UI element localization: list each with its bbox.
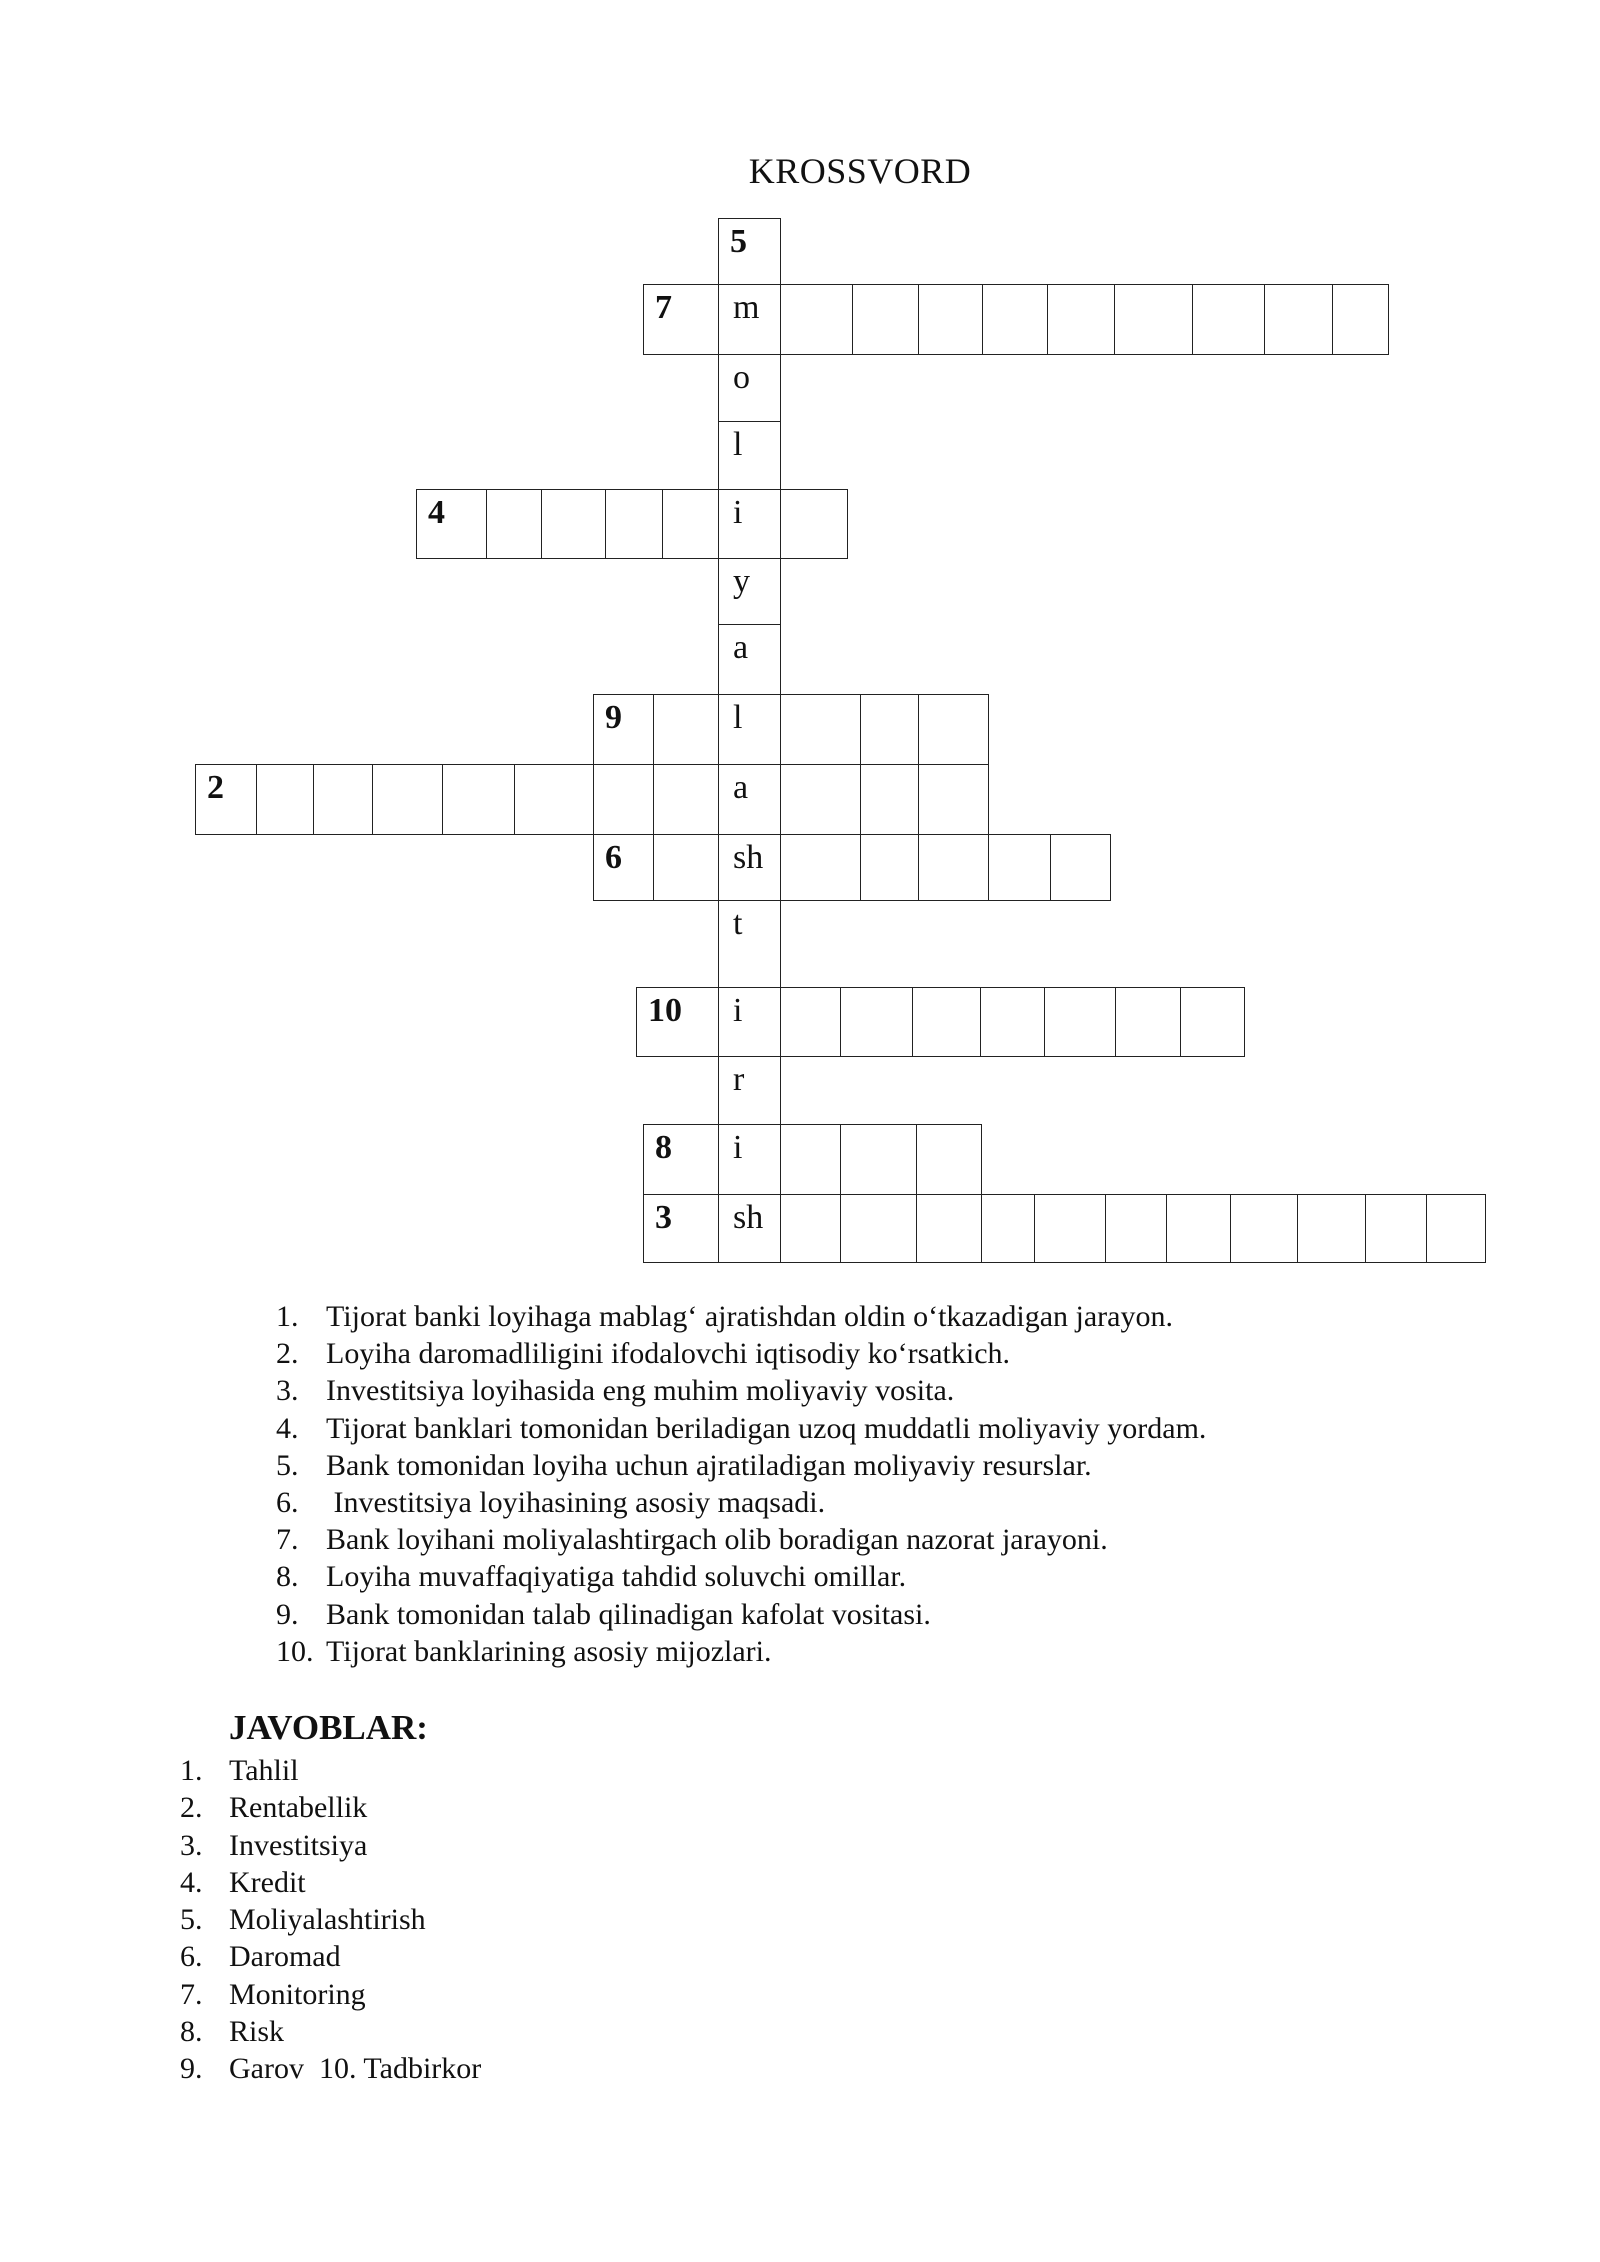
crossword-cell [860,694,919,765]
letter-cell [718,1056,781,1125]
clue-number: 2 [207,769,224,806]
clue-number: 10 [648,992,682,1029]
crossword-cell [916,1194,982,1263]
crossword-cell [1115,987,1181,1057]
clue-item: 10. Tijorat banklarining asosiy mijozlari. [276,1634,772,1668]
page-title: KROSSVORD [748,151,972,191]
crossword-cell [372,764,443,835]
letter-cell [718,558,781,625]
cell-letter: r [733,1061,745,1098]
clue-item: 4. Tijorat banklari tomonidan beriladigan uzoq muddatli moliyaviy yordam. [276,1411,1207,1445]
crossword-cell [780,834,861,901]
crossword-cell [1114,284,1193,355]
crossword-cell [780,489,848,559]
letter-cell [718,834,781,901]
cell-letter: i [733,992,743,1029]
crossword-cell [593,694,654,765]
cell-letter: a [733,769,749,806]
crossword-cell [1264,284,1333,355]
clue-number: 9 [605,699,622,736]
answer-item: 6. Daromad [180,1940,341,1974]
letter-cell [718,421,781,490]
clue-number-cell [718,218,781,285]
clue-item: 9. Bank tomonidan talab qilinadigan kafolat vositasi. [276,1597,931,1631]
crossword-cell [1044,987,1116,1057]
cell-letter: i [733,494,743,531]
crossword-cell [860,834,919,901]
crossword-cell [643,284,719,355]
crossword-cell [840,987,913,1057]
crossword-cell [1047,284,1115,355]
crossword-cell [416,489,487,559]
crossword-cell [988,834,1051,901]
crossword-cell [1230,1194,1298,1263]
crossword-cell [1034,1194,1106,1263]
letter-cell [718,900,781,988]
crossword-cell [1050,834,1111,901]
crossword-cell [195,764,257,835]
cell-letter: y [733,563,750,600]
crossword-cell [1180,987,1245,1057]
cell-letter: a [733,629,749,666]
letter-cell [718,1194,781,1263]
answer-item: 9. Garov 10. Tadbirkor [180,2052,482,2086]
letter-cell [718,764,781,835]
clue-number: 7 [655,289,672,326]
clue-number: 6 [605,839,622,876]
answer-item: 4. Kredit [180,1865,306,1899]
clue-number: 3 [655,1199,672,1236]
clue-list [276,1298,1206,1670]
cell-letter: t [733,905,743,942]
crossword-cell [593,834,654,901]
crossword-cell [313,764,373,835]
crossword-cell [653,694,719,765]
crossword-cell [653,764,719,835]
clue-item: 7. Bank loyihani moliyalashtirgach olib boradigan nazorat jarayoni. [276,1523,1108,1557]
crossword-cell [653,834,719,901]
clue-number: 5 [730,223,747,260]
crossword-cell [1426,1194,1486,1263]
clue-item: 8. Loyiha muvaffaqiyatiga tahdid soluvchi omillar. [276,1560,907,1594]
clue-number: 4 [428,494,445,531]
crossword-cell [1192,284,1265,355]
answer-item: 1. Tahlil [180,1754,299,1787]
crossword-cell [636,987,719,1057]
crossword-cell [593,764,654,835]
cell-letter: m [733,289,760,326]
answers-heading: JAVOBLAR: [229,1708,428,1747]
crossword-cell [486,489,542,559]
crossword-cell [912,987,981,1057]
answer-item: 8. Risk [180,2015,285,2049]
crossword-cell [643,1194,719,1263]
crossword-cell [514,764,594,835]
cell-letter: o [733,359,750,396]
crossword-cell [981,1194,1035,1263]
answer-item: 3. Investitsiya [180,1828,368,1862]
letter-cell [718,489,781,559]
crossword-cell [918,284,983,355]
answer-item: 2. Rentabellik [180,1791,368,1825]
crossword-cell [860,764,919,835]
crossword-cell [980,987,1045,1057]
crossword-cell [662,489,719,559]
letter-cell [718,284,781,355]
clue-number: 8 [655,1129,672,1166]
crossword-cell [780,694,861,765]
answer-list [180,1752,481,2088]
letter-cell [718,1124,781,1195]
letter-cell [718,987,781,1057]
crossword-cell [918,694,989,765]
clue-item: 1. Tijorat banki loyihaga mablag‘ ajratishdan oldin o‘tkazadigan jarayon. [276,1300,1173,1333]
crossword-cell [852,284,919,355]
letter-cell [718,694,781,765]
clue-item: 3. Investitsiya loyihasida eng muhim moliyaviy vosita. [276,1374,955,1408]
crossword-cell [1166,1194,1231,1263]
crossword-cell [643,1124,719,1195]
letter-cell [718,354,781,422]
crossword-cell [605,489,663,559]
crossword-cell [1365,1194,1427,1263]
crossword-cell [1105,1194,1167,1263]
crossword-cell [982,284,1048,355]
crossword-cell [840,1124,917,1195]
cell-letter: l [733,426,743,463]
crossword-cell [840,1194,917,1263]
answer-item: 5. Moliyalashtirish [180,1903,426,1937]
letter-cell [718,624,781,695]
clue-item: 2. Loyiha daromadliligini ifodalovchi iqtisodiy ko‘rsatkich. [276,1337,1011,1371]
answer-item: 7. Monitoring [180,1977,366,2011]
crossword-cell [1332,284,1389,355]
crossword-cell [256,764,314,835]
crossword-cell [916,1124,982,1195]
crossword-cell [541,489,606,559]
crossword-cell [780,987,841,1057]
crossword-cell [780,764,861,835]
clue-item: 6. Investitsiya loyihasining asosiy maqsadi. [276,1486,826,1520]
cell-letter: sh [733,839,764,876]
crossword-cell [780,1194,841,1263]
clue-item: 5. Bank tomonidan loyiha uchun ajratiladigan moliyaviy resurslar. [276,1448,1092,1482]
crossword-cell [1297,1194,1366,1263]
crossword-cell [780,284,853,355]
cell-letter: sh [733,1199,764,1236]
cell-letter: l [733,699,743,736]
crossword-cell [918,764,989,835]
cell-letter: i [733,1129,743,1166]
crossword-cell [442,764,515,835]
crossword-cell [918,834,989,901]
crossword-cell [780,1124,841,1195]
